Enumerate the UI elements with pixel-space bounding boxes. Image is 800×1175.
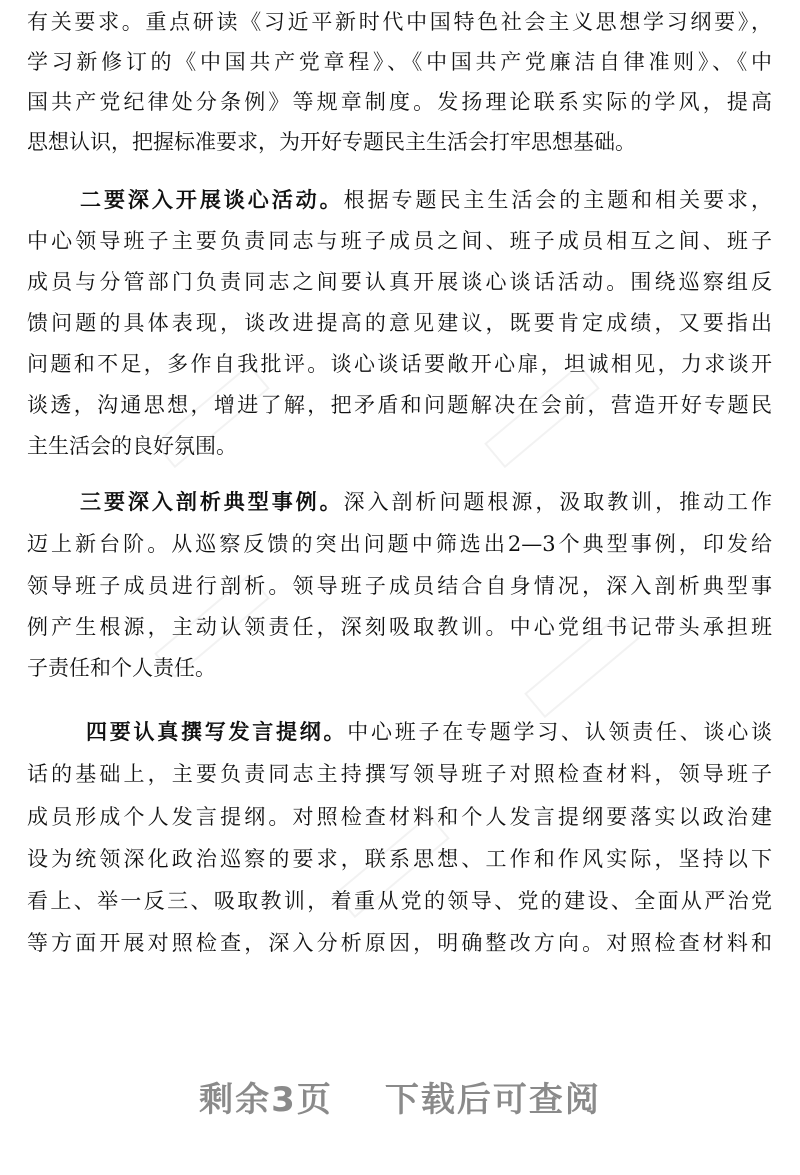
body-text-line <box>27 342 772 386</box>
line-text: 领导班子成员进行剖析。领导班子成员结合自身情况，深入剖析典型事 <box>27 574 772 598</box>
body-text-line <box>27 301 772 345</box>
line-text: 主生活会的良好氛围。 <box>27 434 237 458</box>
line-text: 有关要求。重点研读《习近平新时代中国特色社会主义思想学习纲要》， <box>27 10 772 34</box>
section-heading: 四要认真撰写发言提纲。 <box>86 720 348 744</box>
body-text-line <box>27 522 772 566</box>
line-text: 看上、举一反三、吸取教训，着重从党的领导、党的建设、全面从严治党 <box>27 889 772 913</box>
download-banner[interactable] <box>0 1075 800 1125</box>
download-prompt-text: 下载后可查阅 <box>384 1080 601 1120</box>
body-text-line <box>27 80 772 124</box>
line-text: 国共产党纪律处分条例》等规章制度。发扬理论联系实际的学风，提高 <box>27 90 772 114</box>
paragraph-heading-line <box>80 480 772 524</box>
body-text-line <box>27 646 772 690</box>
line-text: 成员形成个人发言提纲。对照检查材料和个人发言提纲要落实以政治建 <box>27 805 772 829</box>
line-text: 谈透，沟通思想，增进了解，把矛盾和问题解决在会前，营造开好专题民 <box>27 393 772 417</box>
line-text: 中心领导班子主要负责同志与班子成员之间、班子成员相互之间、班子 <box>27 229 772 253</box>
paragraph-heading-line <box>80 178 772 222</box>
line-text: 馈问题的具体表现，谈改进提高的意见建议，既要肯定成绩，又要指出 <box>27 311 772 335</box>
body-text-line <box>27 837 772 881</box>
line-text: 思想认识，把握标准要求，为开好专题民主生活会打牢思想基础。 <box>27 130 636 154</box>
line-text: 问题和不足，多作自我批评。谈心谈话要敞开心扉，坦诚相见，力求谈开 <box>27 352 772 376</box>
body-text-line <box>27 219 772 263</box>
body-text-line <box>27 40 772 84</box>
paragraph-heading-line <box>86 710 772 754</box>
line-text: 话的基础上，主要负责同志主持撰写领导班子对照检查材料，领导班子 <box>27 762 772 786</box>
body-text-line <box>27 879 772 923</box>
body-text-line <box>27 0 772 44</box>
body-text-line <box>27 424 772 468</box>
body-text-line <box>27 921 772 965</box>
body-text-line <box>27 564 772 608</box>
body-text-line <box>27 605 772 649</box>
line-text: 成员与分管部门负责同志之间要认真开展谈心谈话活动。围绕巡察组反 <box>27 270 772 294</box>
line-text: 深入剖析问题根源，汲取教训，推动工作 <box>343 490 772 514</box>
body-text-line <box>27 795 772 839</box>
line-text: 设为统领深化政治巡察的要求，联系思想、工作和作风实际，坚持以下 <box>27 847 772 871</box>
line-text: 子责任和个人责任。 <box>27 656 216 680</box>
line-text: 学习新修订的《中国共产党章程》、《中国共产党廉洁自律准则》、《中 <box>27 50 772 74</box>
body-text-line <box>27 383 772 427</box>
remaining-pages-text: 剩余3页 <box>199 1080 333 1120</box>
section-heading: 三要深入剖析典型事例。 <box>80 490 344 514</box>
line-text: 根据专题民主生活会的主题和相关要求， <box>343 188 772 212</box>
line-text: 等方面开展对照检查，深入分析原因，明确整改方向。对照检查材料和 <box>27 931 772 955</box>
line-text: 迈上新台阶。从巡察反馈的突出问题中筛选出2—3个典型事例，印发给 <box>27 532 772 556</box>
body-text-line <box>27 752 772 796</box>
body-text-line <box>27 120 772 164</box>
line-text: 例产生根源，主动认领责任，深刻吸取教训。中心党组书记带头承担班 <box>27 615 772 639</box>
body-text-line <box>27 260 772 304</box>
line-text: 中心班子在专题学习、认领责任、谈心谈 <box>347 720 772 744</box>
section-heading: 二要深入开展谈心活动。 <box>80 188 344 212</box>
